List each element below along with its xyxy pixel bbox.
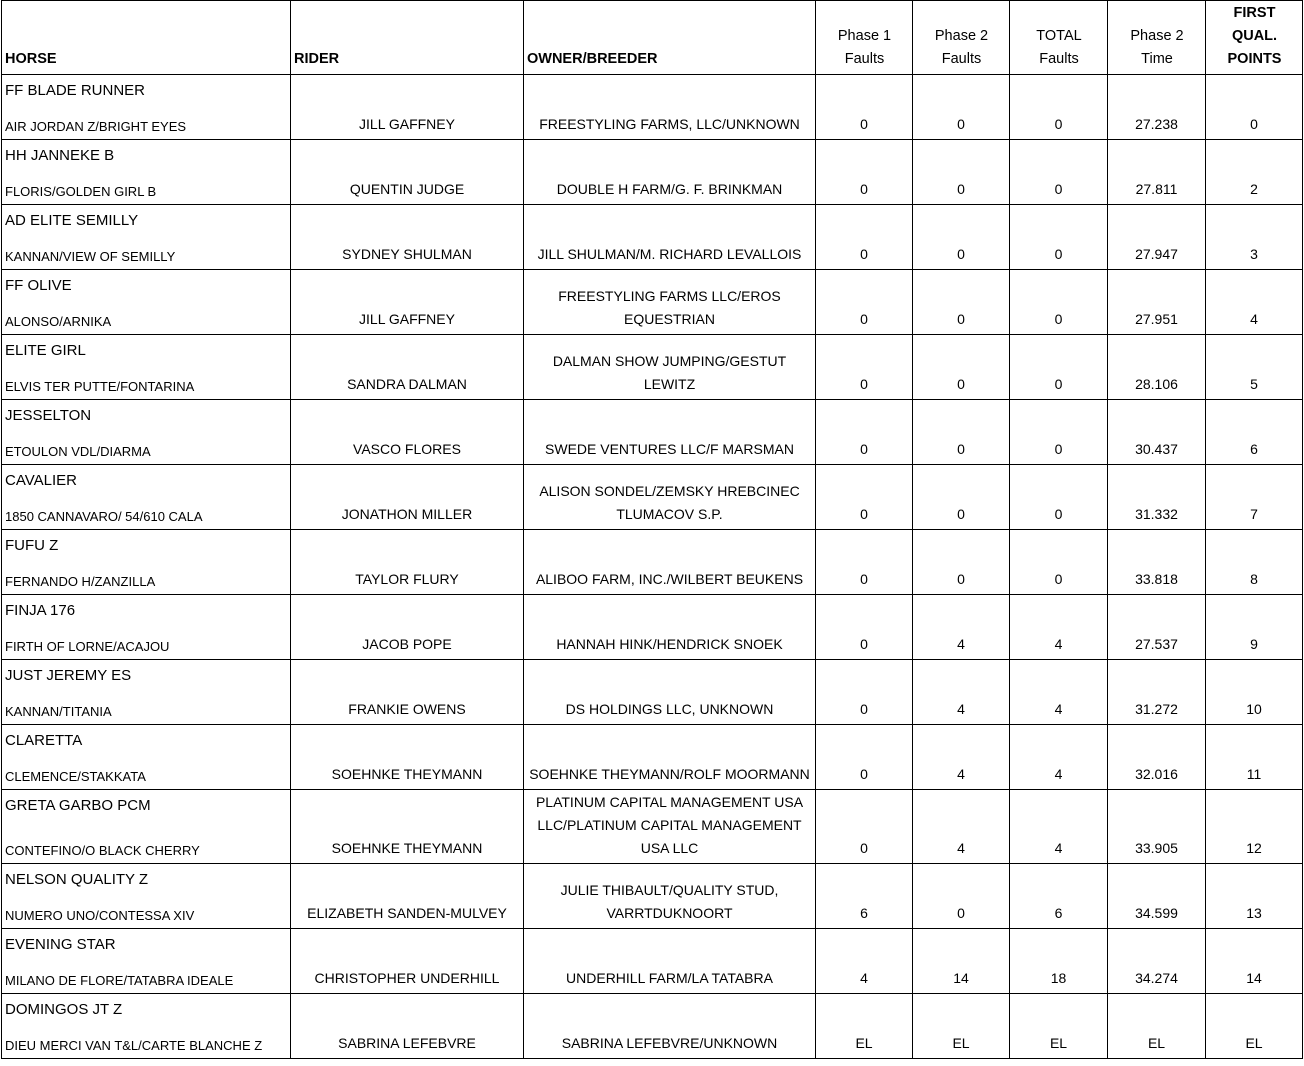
phase2-time-cell	[1108, 270, 1206, 335]
header-row	[2, 1, 1303, 75]
phase2-time-cell	[1108, 725, 1206, 790]
phase1-faults-value: 0	[860, 840, 868, 856]
phase2-faults-cell	[913, 530, 1010, 595]
total-faults-value: 0	[1054, 506, 1063, 522]
table-row	[2, 929, 1303, 994]
phase2-time-value: EL	[1147, 1035, 1166, 1051]
horse-cell	[2, 140, 291, 205]
phase2-faults-value: 4	[957, 636, 965, 652]
total-faults-value: 0	[1054, 246, 1063, 262]
owner-cell	[524, 994, 816, 1059]
qual-points-value: 3	[1250, 246, 1258, 262]
phase2-time-value: 33.818	[1135, 571, 1178, 587]
owner-value: SOEHNKE THEYMANN/ROLF MOORMANN	[529, 766, 810, 782]
owner-value: DS HOLDINGS LLC, UNKNOWN	[565, 701, 774, 717]
horse-cell	[2, 270, 291, 335]
table-row	[2, 725, 1303, 790]
rider-cell	[291, 270, 524, 335]
qual-points-cell	[1206, 75, 1303, 140]
rider-cell	[291, 864, 524, 929]
horse-name: DOMINGOS JT Z	[5, 1001, 123, 1018]
qual-points-cell	[1206, 660, 1303, 725]
phase2-faults-cell	[913, 864, 1010, 929]
phase2-time-cell	[1108, 140, 1206, 205]
rider-value: QUENTIN JUDGE	[349, 181, 465, 197]
phase1-faults-cell	[816, 335, 913, 400]
total-faults-cell	[1010, 335, 1108, 400]
total-faults-value: 0	[1054, 571, 1063, 587]
phase1-faults-cell	[816, 725, 913, 790]
owner-cell	[524, 465, 816, 530]
rider-cell	[291, 205, 524, 270]
horse-cell	[2, 205, 291, 270]
phase2-faults-cell	[913, 400, 1010, 465]
total-faults-cell	[1010, 530, 1108, 595]
phase2-time-cell	[1108, 790, 1206, 864]
owner-value: FREESTYLING FARMS, LLC/UNKNOWN	[539, 116, 800, 132]
total-faults-value: 4	[1054, 840, 1063, 856]
horse-pedigree: NUMERO UNO/CONTESSA XIV	[5, 908, 195, 923]
phase2-time-cell	[1108, 75, 1206, 140]
phase2-faults-value: 4	[957, 840, 965, 856]
phase2-time-cell	[1108, 530, 1206, 595]
qual-points-cell	[1206, 205, 1303, 270]
owner-cell	[524, 790, 816, 864]
rider-value: FRANKIE OWENS	[348, 701, 466, 717]
horse-pedigree: AIR JORDAN Z/BRIGHT EYES	[5, 119, 187, 134]
rider-value: TAYLOR FLURY	[355, 571, 459, 587]
rider-cell	[291, 994, 524, 1059]
total-faults-cell	[1010, 790, 1108, 864]
horse-name: FINJA 176	[5, 602, 76, 619]
horse-name: AD ELITE SEMILLY	[5, 212, 139, 229]
phase2-faults-cell	[913, 335, 1010, 400]
horse-cell	[2, 929, 291, 994]
phase2-faults-cell	[913, 790, 1010, 864]
horse-cell	[2, 790, 291, 864]
phase2-faults-value: 0	[957, 116, 965, 132]
horse-pedigree: MILANO DE FLORE/TATABRA IDEALE	[5, 973, 234, 988]
rider-value: SYDNEY SHULMAN	[342, 246, 472, 262]
phase2-faults-cell	[913, 140, 1010, 205]
phase1-faults-value: 0	[860, 376, 868, 392]
phase2-time-value: 27.238	[1135, 116, 1178, 132]
horse-cell	[2, 465, 291, 530]
phase2-time-cell	[1108, 994, 1206, 1059]
horse-pedigree: FLORIS/GOLDEN GIRL B	[5, 184, 157, 199]
qual-points-cell	[1206, 140, 1303, 205]
owner-value: DOUBLE H FARM/G. F. BRINKMAN	[556, 181, 783, 197]
phase2-faults-cell	[913, 994, 1010, 1059]
qual-points-value: 6	[1250, 441, 1258, 457]
rider-value: SOEHNKE THEYMANN	[331, 766, 483, 782]
qual-points-cell	[1206, 595, 1303, 660]
qual-points-value: 0	[1250, 116, 1258, 132]
qual-points-value: 12	[1246, 840, 1262, 856]
horse-name: CLARETTA	[5, 732, 83, 749]
phase2-faults-cell	[913, 660, 1010, 725]
total-faults-cell	[1010, 270, 1108, 335]
qual-points-cell	[1206, 725, 1303, 790]
header-horse: HORSE	[2, 1, 291, 75]
horse-cell	[2, 725, 291, 790]
owner-cell	[524, 335, 816, 400]
header-total-faults: TOTAL Faults	[1010, 1, 1108, 75]
header-phase2-faults: Phase 2 Faults	[913, 1, 1010, 75]
owner-cell	[524, 400, 816, 465]
total-faults-cell	[1010, 660, 1108, 725]
table-row	[2, 75, 1303, 140]
owner-value: FREESTYLING FARMS LLC/EROS EQUESTRIAN	[558, 288, 781, 327]
horse-pedigree: ALONSO/ARNIKA	[5, 314, 112, 329]
horse-name: GRETA GARBO PCM	[5, 797, 151, 814]
phase2-time-value: 31.272	[1135, 701, 1178, 717]
rider-cell	[291, 465, 524, 530]
phase2-time-value: 30.437	[1135, 441, 1178, 457]
qual-points-value: 9	[1250, 636, 1258, 652]
phase2-faults-value: 0	[957, 246, 965, 262]
owner-value: JILL SHULMAN/M. RICHARD LEVALLOIS	[537, 246, 802, 262]
owner-value: PLATINUM CAPITAL MANAGEMENT USA LLC/PLATINUM CAPITAL MANAGEMENT USA LLC	[535, 794, 804, 856]
qual-points-value: 14	[1246, 970, 1262, 986]
phase2-faults-value: 0	[957, 905, 965, 921]
qual-points-value: 10	[1246, 701, 1262, 717]
phase1-faults-cell	[816, 205, 913, 270]
rider-value: JONATHON MILLER	[341, 506, 473, 522]
total-faults-value: 4	[1054, 766, 1063, 782]
owner-value: SABRINA LEFEBVRE/UNKNOWN	[561, 1035, 778, 1051]
horse-name: FUFU Z	[5, 537, 59, 554]
horse-pedigree: FIRTH OF LORNE/ACAJOU	[5, 639, 170, 654]
phase2-faults-value: 4	[957, 701, 965, 717]
qual-points-value: 7	[1250, 506, 1258, 522]
header-phase2-time: Phase 2 Time	[1108, 1, 1206, 75]
qual-points-value: 13	[1246, 905, 1262, 921]
qual-points-value: 2	[1250, 181, 1258, 197]
owner-cell	[524, 864, 816, 929]
rider-value: SOEHNKE THEYMANN	[331, 840, 483, 856]
rider-cell	[291, 140, 524, 205]
phase2-faults-value: 0	[957, 506, 965, 522]
phase2-time-cell	[1108, 205, 1206, 270]
phase2-faults-cell	[913, 725, 1010, 790]
rider-value: SABRINA LEFEBVRE	[338, 1035, 476, 1051]
phase2-time-value: 32.016	[1135, 766, 1178, 782]
phase1-faults-value: 0	[860, 311, 868, 327]
table-row	[2, 205, 1303, 270]
rider-value: JILL GAFFNEY	[359, 311, 455, 327]
phase2-time-cell	[1108, 400, 1206, 465]
total-faults-value: 6	[1054, 905, 1063, 921]
phase2-faults-cell	[913, 929, 1010, 994]
rider-cell	[291, 335, 524, 400]
phase1-faults-value: EL	[855, 1035, 873, 1051]
phase1-faults-cell	[816, 595, 913, 660]
rider-cell	[291, 530, 524, 595]
horse-name: FF BLADE RUNNER	[5, 82, 146, 99]
header-first-qual-points: FIRST QUAL. POINTS	[1206, 1, 1303, 75]
total-faults-cell	[1010, 465, 1108, 530]
total-faults-cell	[1010, 400, 1108, 465]
horse-cell	[2, 595, 291, 660]
phase1-faults-value: 0	[860, 636, 868, 652]
total-faults-value: 0	[1054, 376, 1063, 392]
horse-name: FF OLIVE	[5, 277, 72, 294]
qual-points-value: 8	[1250, 571, 1258, 587]
phase2-faults-cell	[913, 465, 1010, 530]
table-row	[2, 530, 1303, 595]
rider-value: JACOB POPE	[362, 636, 452, 652]
phase2-faults-value: 0	[957, 441, 965, 457]
qual-points-cell	[1206, 790, 1303, 864]
phase2-faults-value: EL	[952, 1035, 970, 1051]
rider-cell	[291, 75, 524, 140]
phase2-faults-value: 0	[957, 181, 965, 197]
phase1-faults-value: 6	[860, 905, 868, 921]
horse-name: JESSELTON	[5, 407, 92, 424]
qual-points-value: 5	[1250, 376, 1258, 392]
phase2-time-value: 27.811	[1135, 181, 1178, 197]
table-row	[2, 465, 1303, 530]
phase2-faults-cell	[913, 270, 1010, 335]
phase2-faults-value: 14	[953, 970, 969, 986]
rider-value: CHRISTOPHER UNDERHILL	[314, 970, 500, 986]
horse-cell	[2, 660, 291, 725]
qual-points-cell	[1206, 335, 1303, 400]
rider-value: SANDRA DALMAN	[347, 376, 467, 392]
phase2-time-value: 27.537	[1135, 636, 1178, 652]
horse-pedigree: 1850 CANNAVARO/ 54/610 CALA	[5, 509, 203, 524]
horse-name: CAVALIER	[5, 472, 77, 489]
qual-points-cell	[1206, 929, 1303, 994]
rider-cell	[291, 595, 524, 660]
rider-cell	[291, 725, 524, 790]
phase1-faults-value: 0	[860, 571, 868, 587]
table-row	[2, 140, 1303, 205]
phase1-faults-cell	[816, 530, 913, 595]
qual-points-cell	[1206, 465, 1303, 530]
phase1-faults-cell	[816, 790, 913, 864]
horse-pedigree: DIEU MERCI VAN T&L/CARTE BLANCHE Z	[5, 1038, 263, 1053]
phase1-faults-value: 0	[860, 246, 868, 262]
phase2-faults-cell	[913, 75, 1010, 140]
phase2-time-value: 27.951	[1135, 311, 1178, 327]
phase1-faults-value: 0	[860, 506, 868, 522]
phase2-time-value: 33.905	[1135, 840, 1178, 856]
qual-points-cell	[1206, 994, 1303, 1059]
horse-cell	[2, 400, 291, 465]
results-body	[2, 75, 1303, 1059]
total-faults-value: 0	[1054, 441, 1063, 457]
total-faults-value: 18	[1050, 970, 1067, 986]
phase2-faults-value: 0	[957, 571, 965, 587]
table-row	[2, 994, 1303, 1059]
total-faults-value: 0	[1054, 311, 1063, 327]
phase1-faults-cell	[816, 929, 913, 994]
phase1-faults-cell	[816, 400, 913, 465]
total-faults-cell	[1010, 595, 1108, 660]
phase2-time-cell	[1108, 465, 1206, 530]
phase1-faults-value: 4	[860, 970, 868, 986]
rider-cell	[291, 660, 524, 725]
header-rider: RIDER	[291, 1, 524, 75]
phase1-faults-cell	[816, 465, 913, 530]
phase2-time-cell	[1108, 660, 1206, 725]
phase2-faults-value: 4	[957, 766, 965, 782]
rider-cell	[291, 400, 524, 465]
phase1-faults-cell	[816, 660, 913, 725]
phase1-faults-cell	[816, 140, 913, 205]
owner-value: SWEDE VENTURES LLC/F MARSMAN	[545, 441, 794, 457]
total-faults-cell	[1010, 864, 1108, 929]
phase2-time-value: 28.106	[1135, 376, 1178, 392]
phase2-time-value: 27.947	[1135, 246, 1178, 262]
owner-cell	[524, 205, 816, 270]
total-faults-value: 0	[1054, 181, 1063, 197]
horse-cell	[2, 994, 291, 1059]
qual-points-cell	[1206, 270, 1303, 335]
total-faults-cell	[1010, 994, 1108, 1059]
horse-pedigree: FERNANDO H/ZANZILLA	[5, 574, 156, 589]
horse-pedigree: KANNAN/TITANIA	[5, 704, 112, 719]
horse-name: NELSON QUALITY Z	[5, 871, 149, 888]
total-faults-value: 0	[1054, 116, 1063, 132]
owner-cell	[524, 75, 816, 140]
results-table	[1, 0, 1303, 1059]
horse-name: HH JANNEKE B	[5, 147, 115, 164]
horse-cell	[2, 335, 291, 400]
phase2-time-value: 34.274	[1135, 970, 1178, 986]
horse-pedigree: CLEMENCE/STAKKATA	[5, 769, 146, 784]
total-faults-value: EL	[1049, 1035, 1068, 1051]
horse-name: JUST JEREMY ES	[5, 667, 132, 684]
qual-points-value: 11	[1246, 766, 1262, 782]
total-faults-cell	[1010, 929, 1108, 994]
horse-name: ELITE GIRL	[5, 342, 86, 359]
phase1-faults-cell	[816, 864, 913, 929]
qual-points-cell	[1206, 400, 1303, 465]
phase1-faults-cell	[816, 994, 913, 1059]
horse-pedigree: ETOULON VDL/DIARMA	[5, 444, 151, 459]
phase1-faults-value: 0	[860, 441, 868, 457]
phase2-faults-value: 0	[957, 376, 965, 392]
rider-value: JILL GAFFNEY	[359, 116, 455, 132]
total-faults-cell	[1010, 140, 1108, 205]
owner-value: UNDERHILL FARM/LA TATABRA	[566, 970, 773, 986]
total-faults-value: 4	[1054, 636, 1063, 652]
phase2-time-cell	[1108, 864, 1206, 929]
owner-cell	[524, 660, 816, 725]
total-faults-cell	[1010, 75, 1108, 140]
horse-cell	[2, 864, 291, 929]
owner-cell	[524, 929, 816, 994]
phase2-time-value: 31.332	[1135, 506, 1178, 522]
rider-cell	[291, 790, 524, 864]
phase2-time-cell	[1108, 335, 1206, 400]
table-row	[2, 595, 1303, 660]
phase1-faults-cell	[816, 75, 913, 140]
table-row	[2, 400, 1303, 465]
horse-name: EVENING STAR	[5, 936, 116, 953]
header-owner: OWNER/BREEDER	[524, 1, 816, 75]
phase2-faults-cell	[913, 595, 1010, 660]
phase1-faults-cell	[816, 270, 913, 335]
horse-pedigree: KANNAN/VIEW OF SEMILLY	[5, 249, 176, 264]
qual-points-cell	[1206, 864, 1303, 929]
owner-cell	[524, 530, 816, 595]
phase2-faults-cell	[913, 205, 1010, 270]
horse-cell	[2, 530, 291, 595]
table-row	[2, 335, 1303, 400]
qual-points-cell	[1206, 530, 1303, 595]
rider-value: VASCO FLORES	[353, 441, 461, 457]
table-row	[2, 270, 1303, 335]
owner-value: JULIE THIBAULT/QUALITY STUD, VARRTDUKNOORT	[560, 882, 779, 921]
table-row	[2, 790, 1303, 864]
horse-cell	[2, 75, 291, 140]
total-faults-value: 4	[1054, 701, 1063, 717]
horse-pedigree: ELVIS TER PUTTE/FONTARINA	[5, 379, 195, 394]
rider-cell	[291, 929, 524, 994]
qual-points-value: 4	[1250, 311, 1258, 327]
header-phase1-faults: Phase 1 Faults	[816, 1, 913, 75]
phase1-faults-value: 0	[860, 766, 868, 782]
owner-cell	[524, 725, 816, 790]
phase2-time-cell	[1108, 595, 1206, 660]
phase1-faults-value: 0	[860, 181, 868, 197]
table-row	[2, 660, 1303, 725]
phase1-faults-value: 0	[860, 701, 868, 717]
owner-cell	[524, 595, 816, 660]
table-row	[2, 864, 1303, 929]
owner-value: DALMAN SHOW JUMPING/GESTUT LEWITZ	[552, 353, 787, 392]
phase1-faults-value: 0	[860, 116, 868, 132]
qual-points-value: EL	[1245, 1035, 1263, 1051]
owner-value: HANNAH HINK/HENDRICK SNOEK	[556, 636, 783, 652]
phase2-time-cell	[1108, 929, 1206, 994]
phase2-faults-value: 0	[957, 311, 965, 327]
phase2-time-value: 34.599	[1135, 905, 1178, 921]
rider-value: ELIZABETH SANDEN-MULVEY	[307, 905, 507, 921]
total-faults-cell	[1010, 725, 1108, 790]
owner-value: ALIBOO FARM, INC./WILBERT BEUKENS	[535, 571, 804, 587]
owner-cell	[524, 270, 816, 335]
horse-pedigree: CONTEFINO/O BLACK CHERRY	[5, 843, 200, 858]
owner-cell	[524, 140, 816, 205]
total-faults-cell	[1010, 205, 1108, 270]
owner-value: ALISON SONDEL/ZEMSKY HREBCINEC TLUMACOV S.P.	[539, 483, 800, 522]
